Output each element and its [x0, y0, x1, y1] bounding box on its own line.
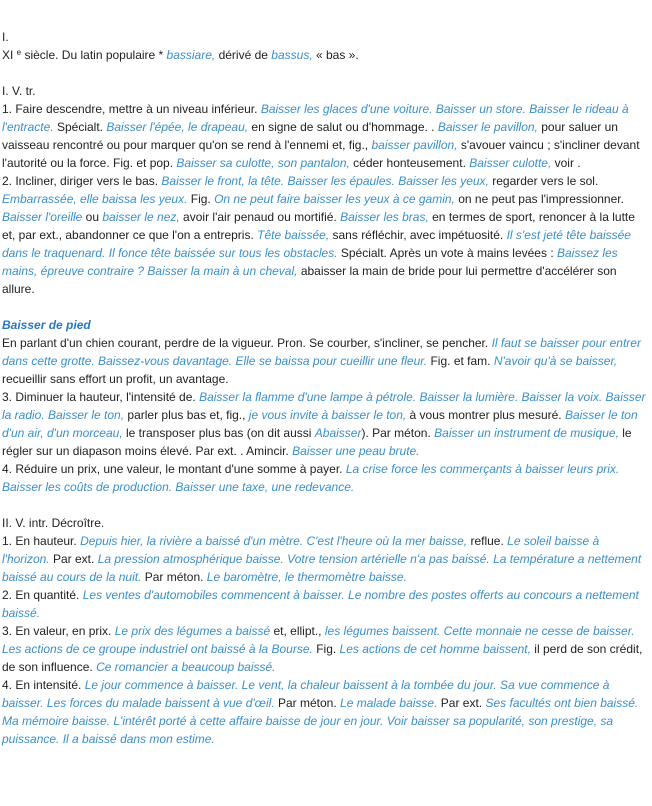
century-superscript: e [16, 48, 22, 57]
example-text: Le soleil baisse à l'horizon. [2, 534, 600, 566]
definition-text: le transposer plus bas (on dit aussi [122, 426, 315, 440]
definition-text: voir . [551, 156, 581, 170]
definition-text: en termes de sport, renoncer à la lutte et, par ext., abandonner ce que l'on a entrepris. [2, 210, 635, 242]
definition-text: 2. En quantité. [2, 588, 83, 602]
definition-1-transitive [2, 100, 650, 172]
subheading-baisser-de-pied: Baisser de pied [2, 318, 91, 332]
example-text: bassus, [271, 48, 313, 62]
example-text: bassiare, [166, 48, 216, 62]
definition-text: 1. En hauteur. [2, 534, 81, 548]
example-text: baisser le nez, [102, 210, 180, 224]
definition-text: 1. Faire descendre, mettre à un niveau inférieur. [2, 102, 261, 116]
section-heading-intransitive: II. V. intr. Décroître. [2, 516, 105, 530]
definition-2-transitive [2, 172, 650, 298]
definition-text: Par ext. [437, 696, 486, 710]
definition-text: ). Par méton. [361, 426, 435, 440]
definition-text: le régler sur un diapason moins élevé. Par ext. . Amincir. [2, 426, 632, 458]
definition-text: s'avouer vaincu ; s'incliner devant l'autorité ou la force. Fig. et pop. [2, 138, 640, 170]
definition-text: pour saluer un vaisseau rencontré ou pour marquer qu'on se rend à l'ennemi et, fig., [2, 120, 618, 152]
definition-text: Spécialt. Après un vote à mains levées : [337, 246, 557, 260]
definition-text: Spécialt. [53, 120, 107, 134]
definition-text: Par ext. [49, 552, 98, 566]
definition-3-intransitive [2, 622, 650, 676]
definition-text: avoir l'air penaud ou mortifié. [179, 210, 341, 224]
etymology [2, 46, 650, 64]
roman-numeral: I. [2, 30, 9, 44]
definition-text: 3. Diminuer la hauteur, l'intensité de. [2, 390, 200, 404]
example-text: Les ventes d'automobiles commencent à baisser. Le nombre des postes offerts au concours a nettement baissé. [2, 588, 639, 620]
definition-text: parler plus bas et, fig., [124, 408, 249, 422]
example-text: Baisser une peau brute. [292, 444, 420, 458]
definition-text: regarder vers le sol. [488, 174, 599, 188]
definition-text: recueillir sans effort un profit, un avantage. [2, 372, 229, 386]
definition-2-intransitive [2, 586, 650, 622]
definition-text: sans réfléchir, avec impétuosité. [329, 228, 507, 242]
definition-text: il perd de son crédit, de son influence. [2, 642, 643, 674]
example-text: je vous invite à baisser le ton, [248, 408, 407, 422]
definition-4-intransitive [2, 676, 650, 748]
example-text: Le prix des légumes a baissé [114, 624, 271, 638]
definition-text: céder honteusement. [349, 156, 470, 170]
definition-text: dérivé de [215, 48, 272, 62]
definition-text: En parlant d'un chien courant, perdre de la vigueur. Pron. Se courber, s'incliner, se pencher. [2, 336, 492, 350]
example-text: Baisser le pavillon, [437, 120, 538, 134]
example-text: Ce romancier a beaucoup baissé. [96, 660, 276, 674]
example-text: La crise force les commerçants à baisser leurs prix. Baisser les coûts de production. Baisser une taxe, une redevance. [2, 462, 620, 494]
definition-text: Fig. [187, 192, 215, 206]
definition-text: 2. Incliner, diriger vers le bas. [2, 174, 162, 188]
example-text: Baisser le front, la tête. Baisser les épaules. Baisser les yeux, [161, 174, 489, 188]
definition-text: Fig. et fam. [427, 354, 494, 368]
example-text: Baisser les glaces d'une voiture. Baisser un store. Baisser le rideau à l'entracte. [2, 102, 629, 134]
example-text: les légumes baissent. Cette monnaie ne cesse de baisser. Les actions de ce groupe industriel ont baissé à la Bourse. [2, 624, 635, 656]
definition-text: à vous montrer plus mesuré. [406, 408, 565, 422]
example-text: Baisser l'épée, le drapeau, [106, 120, 249, 134]
definition-text: on ne peut pas l'impressionner. [454, 192, 624, 206]
example-text: N'avoir qu'à se baisser, [493, 354, 618, 368]
definition-baisser-de-pied [2, 334, 650, 388]
definition-3-transitive [2, 388, 650, 460]
example-text: Baisser un instrument de musique, [434, 426, 619, 440]
definition-text: abaisser la main de bride pour lui permettre d'accélérer son allure. [2, 264, 617, 296]
example-text: Les actions de cet homme baissent, [339, 642, 531, 656]
example-text: Baisser l'oreille [2, 210, 83, 224]
definition-text: en signe de salut ou d'hommage. . [248, 120, 438, 134]
example-text: Depuis hier, la rivière a baissé d'un mètre. C'est l'heure où la mer baisse, [80, 534, 468, 548]
example-text: Baisser sa culotte, son pantalon, [176, 156, 350, 170]
definition-text: « bas ». [312, 48, 359, 62]
definition-text: Par méton. [141, 570, 207, 584]
definition-1-intransitive [2, 532, 650, 586]
example-text: Baisser les bras, [340, 210, 429, 224]
definition-text: 4. En intensité. [2, 678, 85, 692]
example-text: Embarrassée, elle baissa les yeux. [2, 192, 188, 206]
section-heading-transitive: I. V. tr. [2, 84, 36, 98]
definition-text: et, ellipt., [270, 624, 325, 638]
example-text: Il faut se baisser pour entrer dans cette grotte. Baissez-vous davantage. Elle se baissa pour cueillir une fleur. [2, 336, 641, 368]
example-text: Il s'est jeté tête baissée dans le traquenard. Il fonce tête baissée sur tous les obstacles. [2, 228, 631, 260]
example-text: Baisser le ton d'un air, d'un morceau, [2, 408, 638, 440]
definition-text: 3. En valeur, en prix. [2, 624, 115, 638]
definition-text: reflue. [467, 534, 508, 548]
example-text: Baissez les mains, épreuve contraire ? Baisser la main à un cheval, [2, 246, 618, 278]
example-text: Tête baissée, [257, 228, 330, 242]
example-text: Baisser la flamme d'une lampe à pétrole. Baisser la lumière. Baisser la voix. Baisser la radio. Baisser le ton, [2, 390, 646, 422]
example-text: Le baromètre, le thermomètre baisse. [206, 570, 407, 584]
example-text: Baisser culotte, [469, 156, 552, 170]
definition-text: 4. Réduire un prix, une valeur, le montant d'une somme à payer. [2, 462, 346, 476]
definition-4-transitive [2, 460, 650, 496]
definition-text: XI [2, 48, 17, 62]
example-text: baisser pavillon, [371, 138, 458, 152]
example-text: Abaisser [314, 426, 362, 440]
definition-text: ou [82, 210, 103, 224]
example-text: On ne peut faire baisser les yeux à ce gamin, [214, 192, 455, 206]
example-text: Le malade baisse. [340, 696, 438, 710]
definition-text: Par méton. [274, 696, 341, 710]
example-text: La pression atmosphérique baisse. Votre tension artérielle n'a pas baissé. La température a nettement baissé au cours de la nuit. [2, 552, 642, 584]
definition-text: Fig. [312, 642, 340, 656]
example-text: Le jour commence à baisser. Le vent, la chaleur baissent à la tombée du jour. Sa vue commence à baisser. Les forces du malade baissent à vue d'œil. [2, 678, 610, 710]
definition-text: siècle. Du latin populaire * [21, 48, 167, 62]
example-text: Ses facultés ont bien baissé. Ma mémoire baisse. L'intérêt porté à cette affaire baisse de jour en jour. Voir baisser sa popularité, son prestige, sa puissance. Il a baissé dans mon estime. [2, 696, 639, 746]
